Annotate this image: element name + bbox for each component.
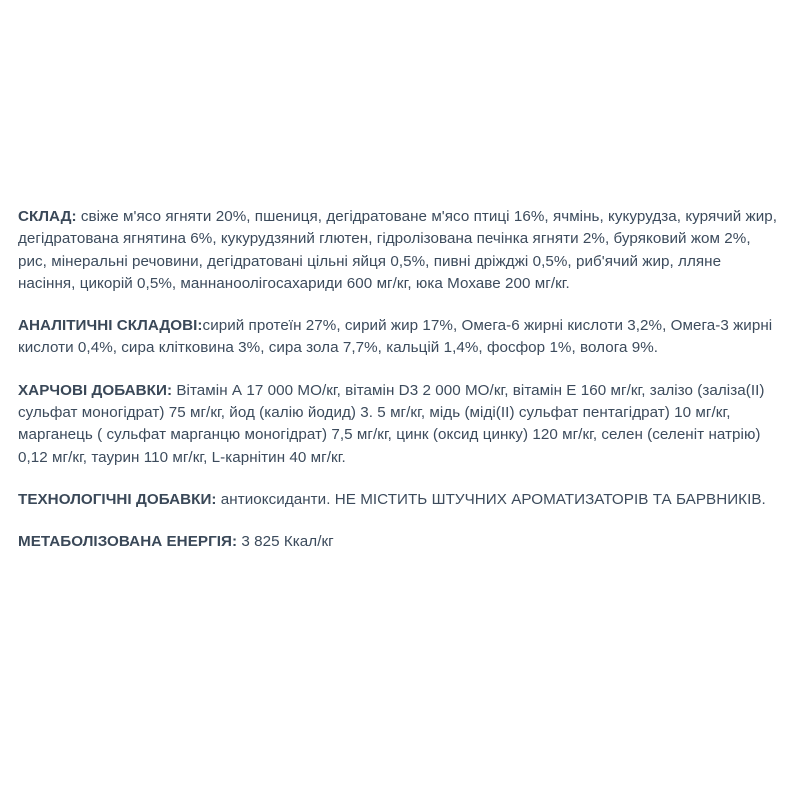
composition-text: свіже м'ясо ягняти 20%, пшениця, дегідратоване м'ясо птиці 16%, ячмінь, кукурудза, курячий жир, дегідратована ягнятина 6%, кукурудзяний глютен, гідролізована печінка ягняти 2%, буряковий жом 2%, рис, мінеральні речовини, дегідратовані цільні яйця 0,5%, пивні дріжджі 0,5%, риб'ячий жир, лляне насіння, цикорій 0,5%, маннаноолігосахариди 600 мг/кг, юка Мохаве 200 мг/кг.	[18, 208, 778, 292]
technological-additives-text: антиоксиданти. НЕ МІСТИТЬ ШТУЧНИХ АРОМАТИЗАТОРІВ ТА БАРВНИКІВ.	[216, 490, 766, 508]
composition-label: СКЛАД:	[18, 208, 77, 225]
analytical-components-paragraph	[18, 315, 782, 360]
metabolizable-energy-paragraph	[18, 531, 782, 553]
nutritional-additives-label: ХАРЧОВІ ДОБАВКИ:	[18, 381, 173, 399]
metabolizable-energy-text: 3 825 Ккал/кг	[237, 533, 334, 551]
analytical-components-text: сирий протеїн 27%, сирий жир 17%, Омега-6 жирні кислоти 3,2%, Омега-3 жирні кислоти 0,4%, сира клітковина 3%, сира зола 7,7%, кальцій 1,4%, фосфор 1%, волога 9%.	[18, 317, 773, 357]
product-composition	[18, 206, 782, 574]
technological-additives-paragraph	[18, 489, 782, 511]
composition-paragraph	[18, 206, 782, 295]
analytical-components-label: АНАЛІТИЧНІ СКЛАДОВІ:	[18, 317, 203, 335]
nutritional-additives-text: Вітамін А 17 000 МО/кг, вітамін D3 2 000 МО/кг, вітамін Е 160 мг/кг, залізо (заліза(II) сульфат моногідрат) 75 мг/кг, йод (калію йодид) 3. 5 мг/кг, мідь (міді(II) сульфат пентагідрат) 10 мг/кг, марганець ( сульфат марганцю моногідрат) 7,5 мг/кг, цинк (оксид цинку) 120 мг/кг, селен (селеніт натрію) 0,12 мг/кг, таурин 110 мг/кг, L-карнітин 40 мг/кг.	[18, 381, 765, 466]
technological-additives-label: ТЕХНОЛОГІЧНІ ДОБАВКИ:	[18, 490, 217, 508]
metabolizable-energy-label: МЕТАБОЛІЗОВАНА ЕНЕРГІЯ:	[18, 533, 238, 551]
nutritional-additives-paragraph	[18, 380, 782, 469]
